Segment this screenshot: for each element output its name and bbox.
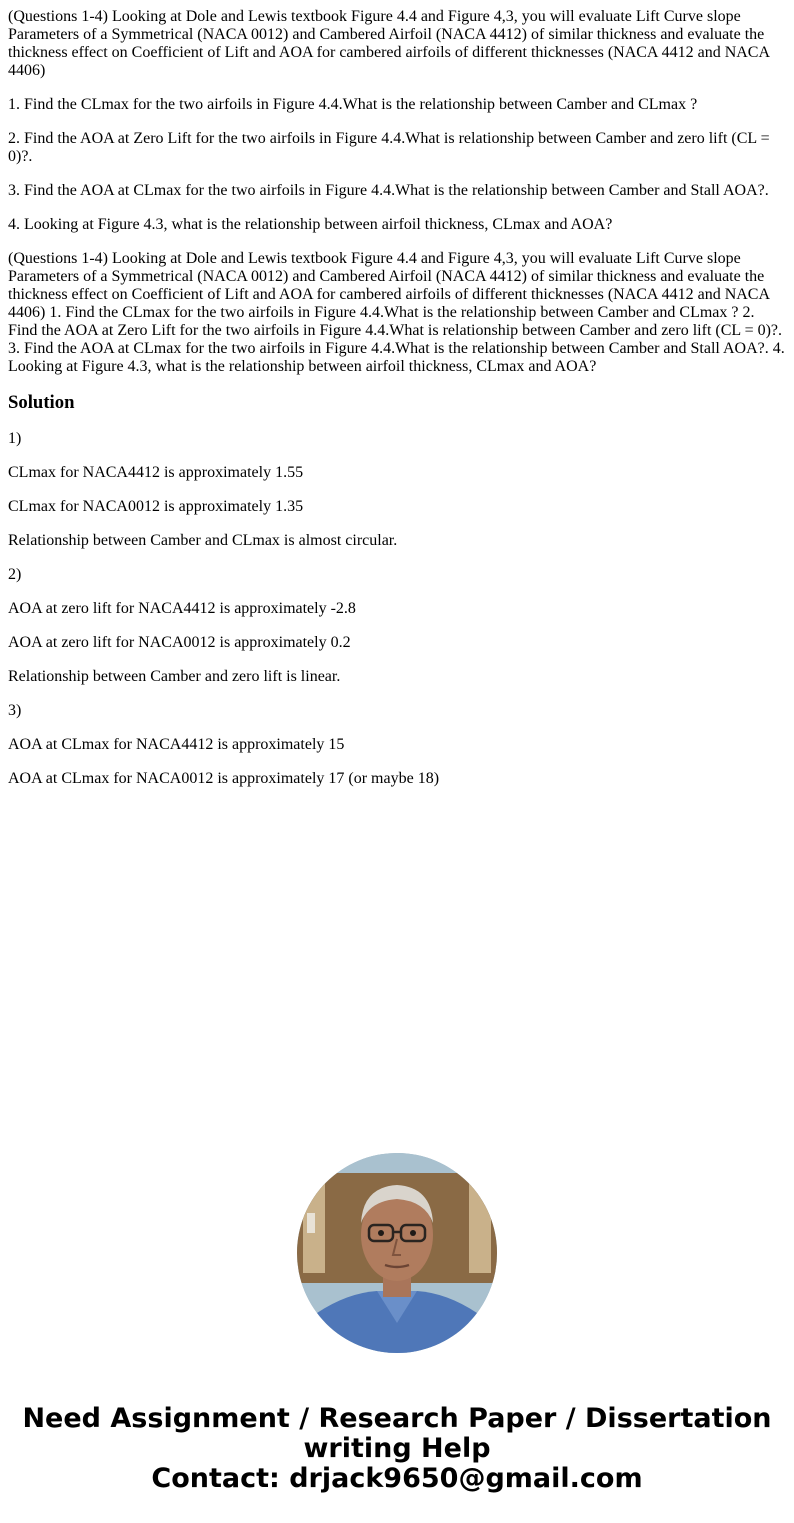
question-4: 4. Looking at Figure 4.3, what is the relationship between airfoil thickness, CLmax and AOA?	[8, 216, 613, 233]
solution-line: AOA at zero lift for NACA0012 is approximately 0.2	[8, 634, 351, 651]
question-1: 1. Find the CLmax for the two airfoils in Figure 4.4.What is the relationship between Camber and CLmax ?	[8, 96, 698, 113]
solution-line: AOA at CLmax for NACA4412 is approximately 15	[8, 736, 345, 753]
question-intro: (Questions 1-4) Looking at Dole and Lewis textbook Figure 4.4 and Figure 4,3, you will evaluate Lift Curve slope Parameters of a Symmetrical (NACA 0012) and Cambered Airfoil (NACA 4412) of similar thickness and evaluate the thickness effect on Coefficient of Lift and AOA for cambered airfoils of different thicknesses (NACA 4412 and NACA 4406)	[8, 8, 770, 79]
document-body	[8, 8, 786, 804]
portrait-image	[297, 1153, 497, 1353]
promo-line: Need Assignment / Research Paper / Dissertation	[22, 1403, 772, 1434]
solution-line: CLmax for NACA4412 is approximately 1.55	[8, 464, 304, 481]
solution-line: Relationship between Camber and CLmax is almost circular.	[8, 532, 398, 549]
promo-line: writing Help	[303, 1433, 491, 1464]
promo-banner	[0, 1404, 794, 1494]
solution-line: 1)	[8, 430, 22, 447]
solution-line: 3)	[8, 702, 22, 719]
solution-line: CLmax for NACA0012 is approximately 1.35	[8, 498, 304, 515]
solution-line: Relationship between Camber and zero lift is linear.	[8, 668, 341, 685]
promo-contact: Contact: drjack9650@gmail.com	[151, 1463, 643, 1494]
solution-heading: Solution	[8, 392, 75, 413]
question-3: 3. Find the AOA at CLmax for the two airfoils in Figure 4.4.What is the relationship between Camber and Stall AOA?.	[8, 182, 769, 199]
solution-line: AOA at CLmax for NACA0012 is approximately 17 (or maybe 18)	[8, 770, 440, 787]
author-avatar	[297, 1153, 497, 1353]
solution-line: 2)	[8, 566, 22, 583]
question-combined: (Questions 1-4) Looking at Dole and Lewis textbook Figure 4.4 and Figure 4,3, you will evaluate Lift Curve slope Parameters of a Symmetrical (NACA 0012) and Cambered Airfoil (NACA 4412) of similar thickness and evaluate the thickness effect on Coefficient of Lift and AOA for cambered airfoils of different thicknesses (NACA 4412 and NACA 4406) 1. Find the CLmax for the two airfoils in Figure 4.4.What is the relationship between Camber and CLmax ? 2. Find the AOA at Zero Lift for the two airfoils in Figure 4.4.What is relationship between Camber and zero lift (CL = 0)?. 3. Find the AOA at CLmax for the two airfoils in Figure 4.4.What is the relationship between Camber and Stall AOA?. 4. Looking at Figure 4.3, what is the relationship between airfoil thickness, CLmax and AOA?	[8, 250, 785, 375]
solution-line: AOA at zero lift for NACA4412 is approximately -2.8	[8, 600, 356, 617]
question-2: 2. Find the AOA at Zero Lift for the two airfoils in Figure 4.4.What is relationship between Camber and zero lift (CL = 0)?.	[8, 130, 770, 165]
